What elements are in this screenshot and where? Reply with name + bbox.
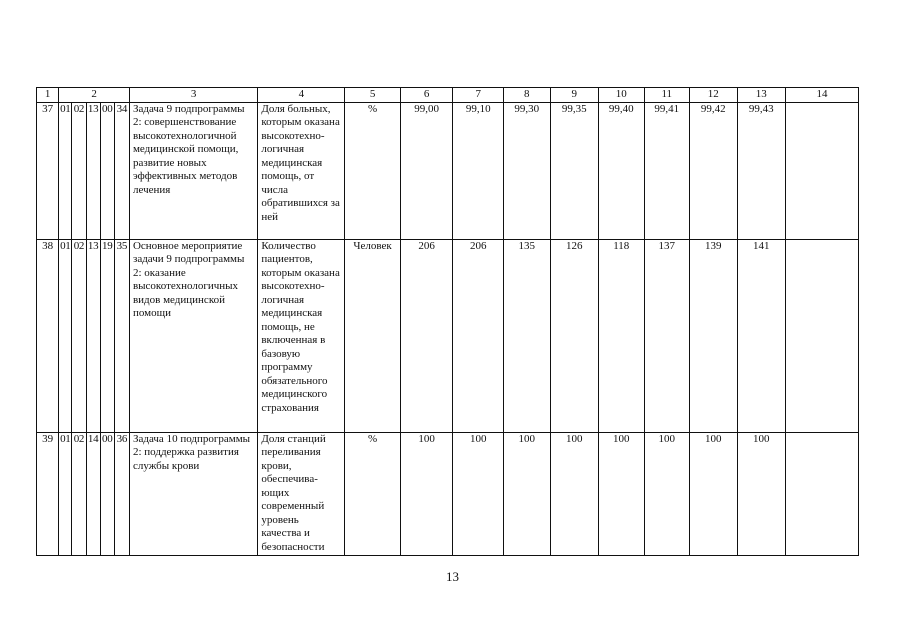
- indicator-cell: Доля больных, которым оказана высокотехно-логичная медицинская помощь, от числа обратившихся за ней: [258, 102, 345, 239]
- value-cell: 99,00: [400, 102, 453, 239]
- table-header-row: [37, 88, 859, 103]
- value-cell: 206: [453, 239, 504, 432]
- name-cell: Основное мероприятие задачи 9 подпрограммы 2: оказание высокотехнологичных видов медицинской помощи: [129, 239, 257, 432]
- header-cell: 1: [37, 88, 59, 103]
- value-cell: 100: [737, 432, 786, 555]
- note-cell: [786, 239, 859, 432]
- header-cell: 14: [786, 88, 859, 103]
- header-cell: 8: [504, 88, 551, 103]
- value-cell: 99,42: [689, 102, 737, 239]
- value-cell: 99,41: [644, 102, 689, 239]
- value-cell: 99,30: [504, 102, 551, 239]
- value-cell: 139: [689, 239, 737, 432]
- header-cell: 2: [59, 88, 130, 103]
- table-row: [37, 239, 859, 432]
- code-cell: 13: [86, 239, 100, 432]
- value-cell: 99,10: [453, 102, 504, 239]
- value-cell: 100: [689, 432, 737, 555]
- code-cell: 02: [72, 239, 86, 432]
- header-cell: 6: [400, 88, 453, 103]
- value-cell: 141: [737, 239, 786, 432]
- value-cell: 126: [550, 239, 599, 432]
- value-cell: 135: [504, 239, 551, 432]
- header-cell: 13: [737, 88, 786, 103]
- row-number: 37: [37, 102, 59, 239]
- header-cell: 12: [689, 88, 737, 103]
- code-cell: 01: [59, 239, 72, 432]
- value-cell: 206: [400, 239, 453, 432]
- indicators-table: [36, 87, 859, 556]
- unit-cell: %: [345, 102, 401, 239]
- value-cell: 100: [400, 432, 453, 555]
- value-cell: 100: [644, 432, 689, 555]
- value-cell: 100: [504, 432, 551, 555]
- code-cell: 01: [59, 432, 72, 555]
- header-cell: 9: [550, 88, 599, 103]
- page-number: 13: [446, 569, 459, 584]
- row-number: 38: [37, 239, 59, 432]
- name-cell: Задача 10 подпрограммы 2: поддержка развития службы крови: [129, 432, 257, 555]
- indicator-cell: Количество пациентов, которым оказана высокотехно-логичная медицинская помощь, не включенная в базовую программу обязательного медицинского страхования: [258, 239, 345, 432]
- code-cell: 00: [100, 102, 114, 239]
- unit-cell: %: [345, 432, 401, 555]
- header-cell: 7: [453, 88, 504, 103]
- row-number: 39: [37, 432, 59, 555]
- value-cell: 137: [644, 239, 689, 432]
- name-cell: Задача 9 подпрограммы 2: совершенствование высокотехнологичной медицинской помощи, развитие новых эффективных методов лечения: [129, 102, 257, 239]
- table-row: [37, 432, 859, 555]
- code-cell: 19: [100, 239, 114, 432]
- note-cell: [786, 102, 859, 239]
- value-cell: 118: [599, 239, 644, 432]
- code-cell: 02: [72, 102, 86, 239]
- note-cell: [786, 432, 859, 555]
- code-cell: 36: [114, 432, 129, 555]
- value-cell: 99,40: [599, 102, 644, 239]
- code-cell: 01: [59, 102, 72, 239]
- value-cell: 100: [453, 432, 504, 555]
- code-cell: 13: [86, 102, 100, 239]
- code-cell: 35: [114, 239, 129, 432]
- value-cell: 100: [599, 432, 644, 555]
- value-cell: 100: [550, 432, 599, 555]
- header-cell: 4: [258, 88, 345, 103]
- header-cell: 5: [345, 88, 401, 103]
- code-cell: 14: [86, 432, 100, 555]
- header-cell: 10: [599, 88, 644, 103]
- code-cell: 34: [114, 102, 129, 239]
- code-cell: 00: [100, 432, 114, 555]
- indicator-cell: Доля станций переливания крови, обеспечива-ющих современный уровень качества и безопасности: [258, 432, 345, 555]
- header-cell: 3: [129, 88, 257, 103]
- unit-cell: Человек: [345, 239, 401, 432]
- code-cell: 02: [72, 432, 86, 555]
- value-cell: 99,43: [737, 102, 786, 239]
- table-row: [37, 102, 859, 239]
- header-cell: 11: [644, 88, 689, 103]
- value-cell: 99,35: [550, 102, 599, 239]
